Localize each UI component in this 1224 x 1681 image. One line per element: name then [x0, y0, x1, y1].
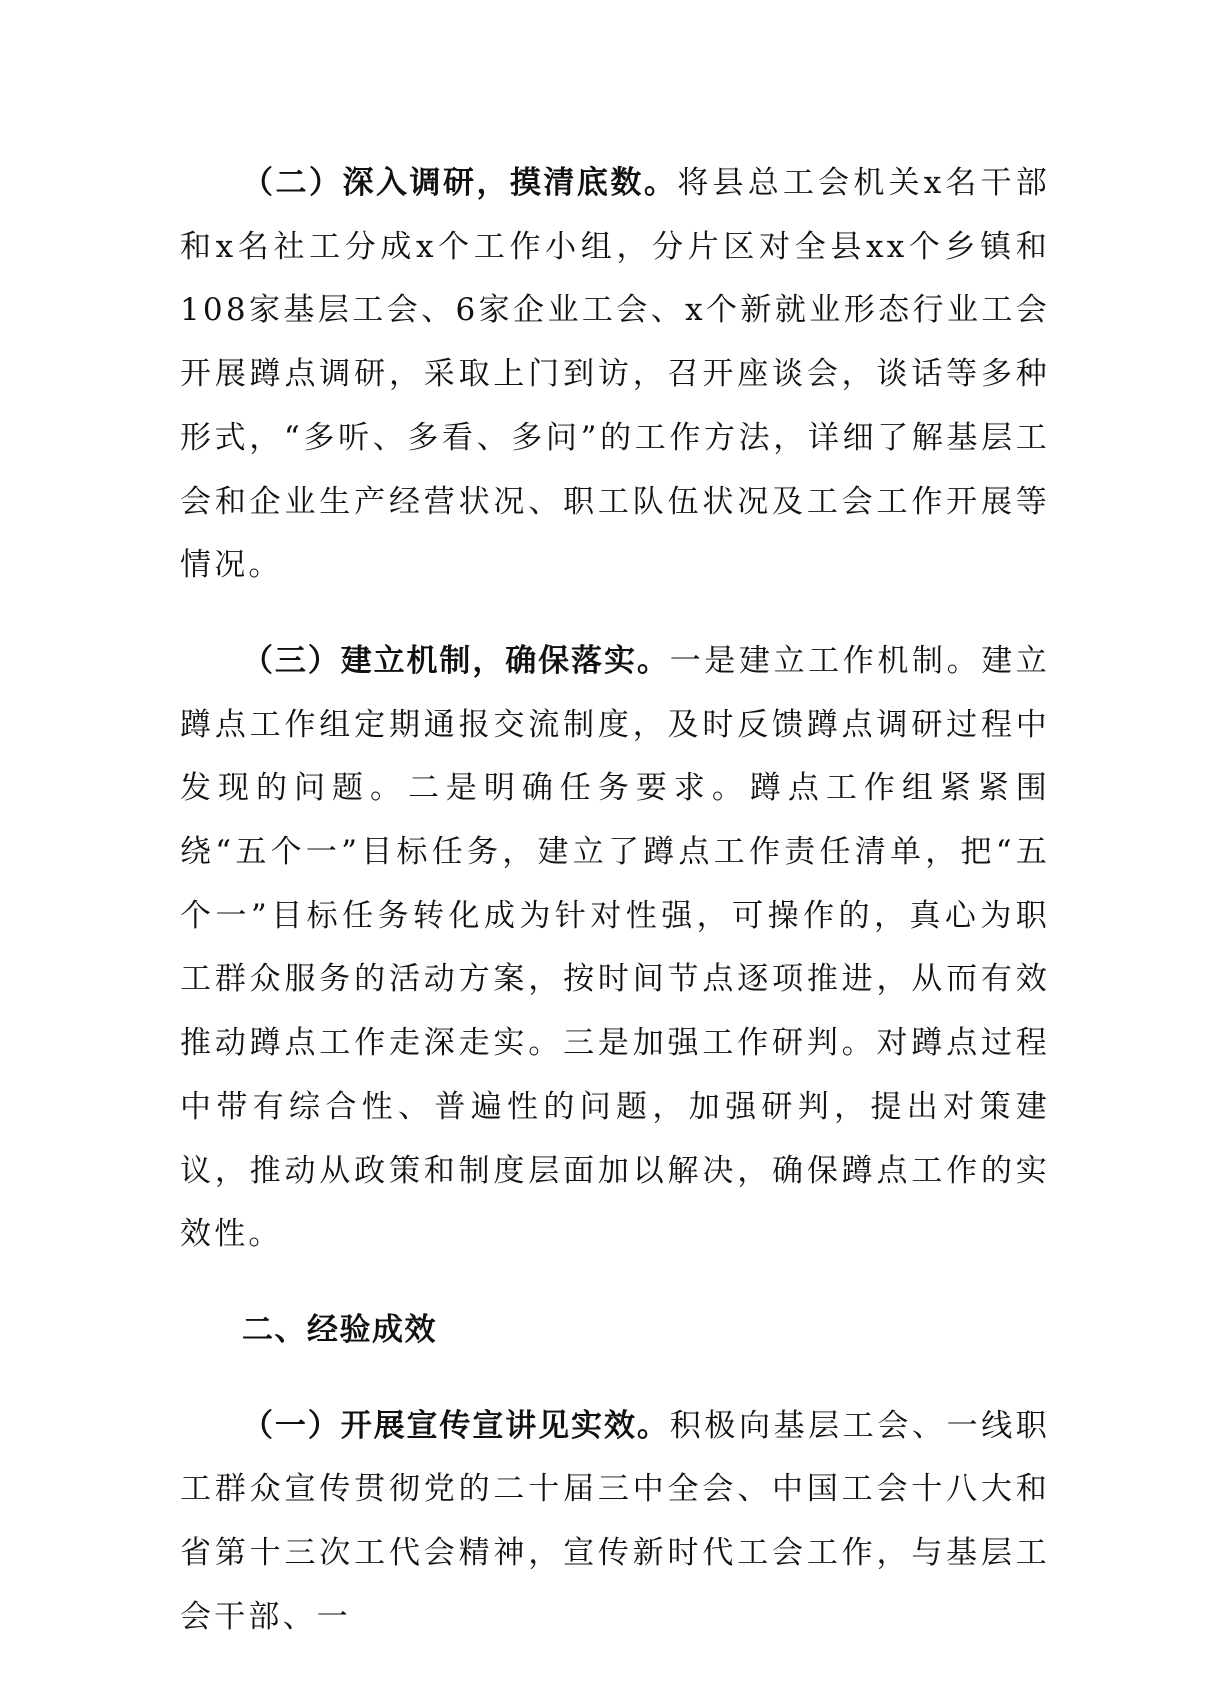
paragraph-mechanism [180, 630, 1050, 1267]
section-heading: 二、经验成效 [242, 1311, 437, 1348]
paragraph-lead: （一）开展宣传宣讲见实效。 [242, 1407, 670, 1444]
document-page [180, 152, 1050, 1681]
paragraph-body: 一是建立工作机制。建立蹲点工作组定期通报交流制度，及时反馈蹲点调研过程中发现的问题。二是明确任务要求。蹲点工作组紧紧围绕“五个一”目标任务，建立了蹲点工作责任清单，把“五个一”目标任务转化成为针对性强，可操作的，真心为职工群众服务的活动方案，按时间节点逐项推进，从而有效推动蹲点工作走深走实。三是加强工作研判。对蹲点过程中带有综合性、普遍性的问题，加强研判，提出对策建议，推动从政策和制度层面加以解决，确保蹲点工作的实效性。 [180, 642, 1051, 1253]
paragraph-body: 积极向基层工会、一线职工群众宣传贯彻党的二十届三中全会、中国工会十八大和省第十三次工代会精神，宣传新时代工会工作，与基层工会干部、一 [180, 1407, 1051, 1635]
paragraph-research [180, 152, 1050, 598]
paragraph-lead: （二）深入调研，摸清底数。 [242, 165, 678, 201]
paragraph-publicity [180, 1395, 1050, 1650]
paragraph-lead: （三）建立机制，确保落实。 [242, 642, 670, 679]
paragraph-body: 将县总工会机关x名干部和x名社工分成x个工作小组，分片区对全县xx个乡镇和108家基层工会、6家企业工会、x个新就业形态行业工会开展蹲点调研，采取上门到访，召开座谈会，谈话等多种形式，“多听、多看、多问”的工作方法，详细了解基层工会和企业生产经营状况、职工队伍状况及工会工作开展等情况。 [180, 165, 1051, 584]
